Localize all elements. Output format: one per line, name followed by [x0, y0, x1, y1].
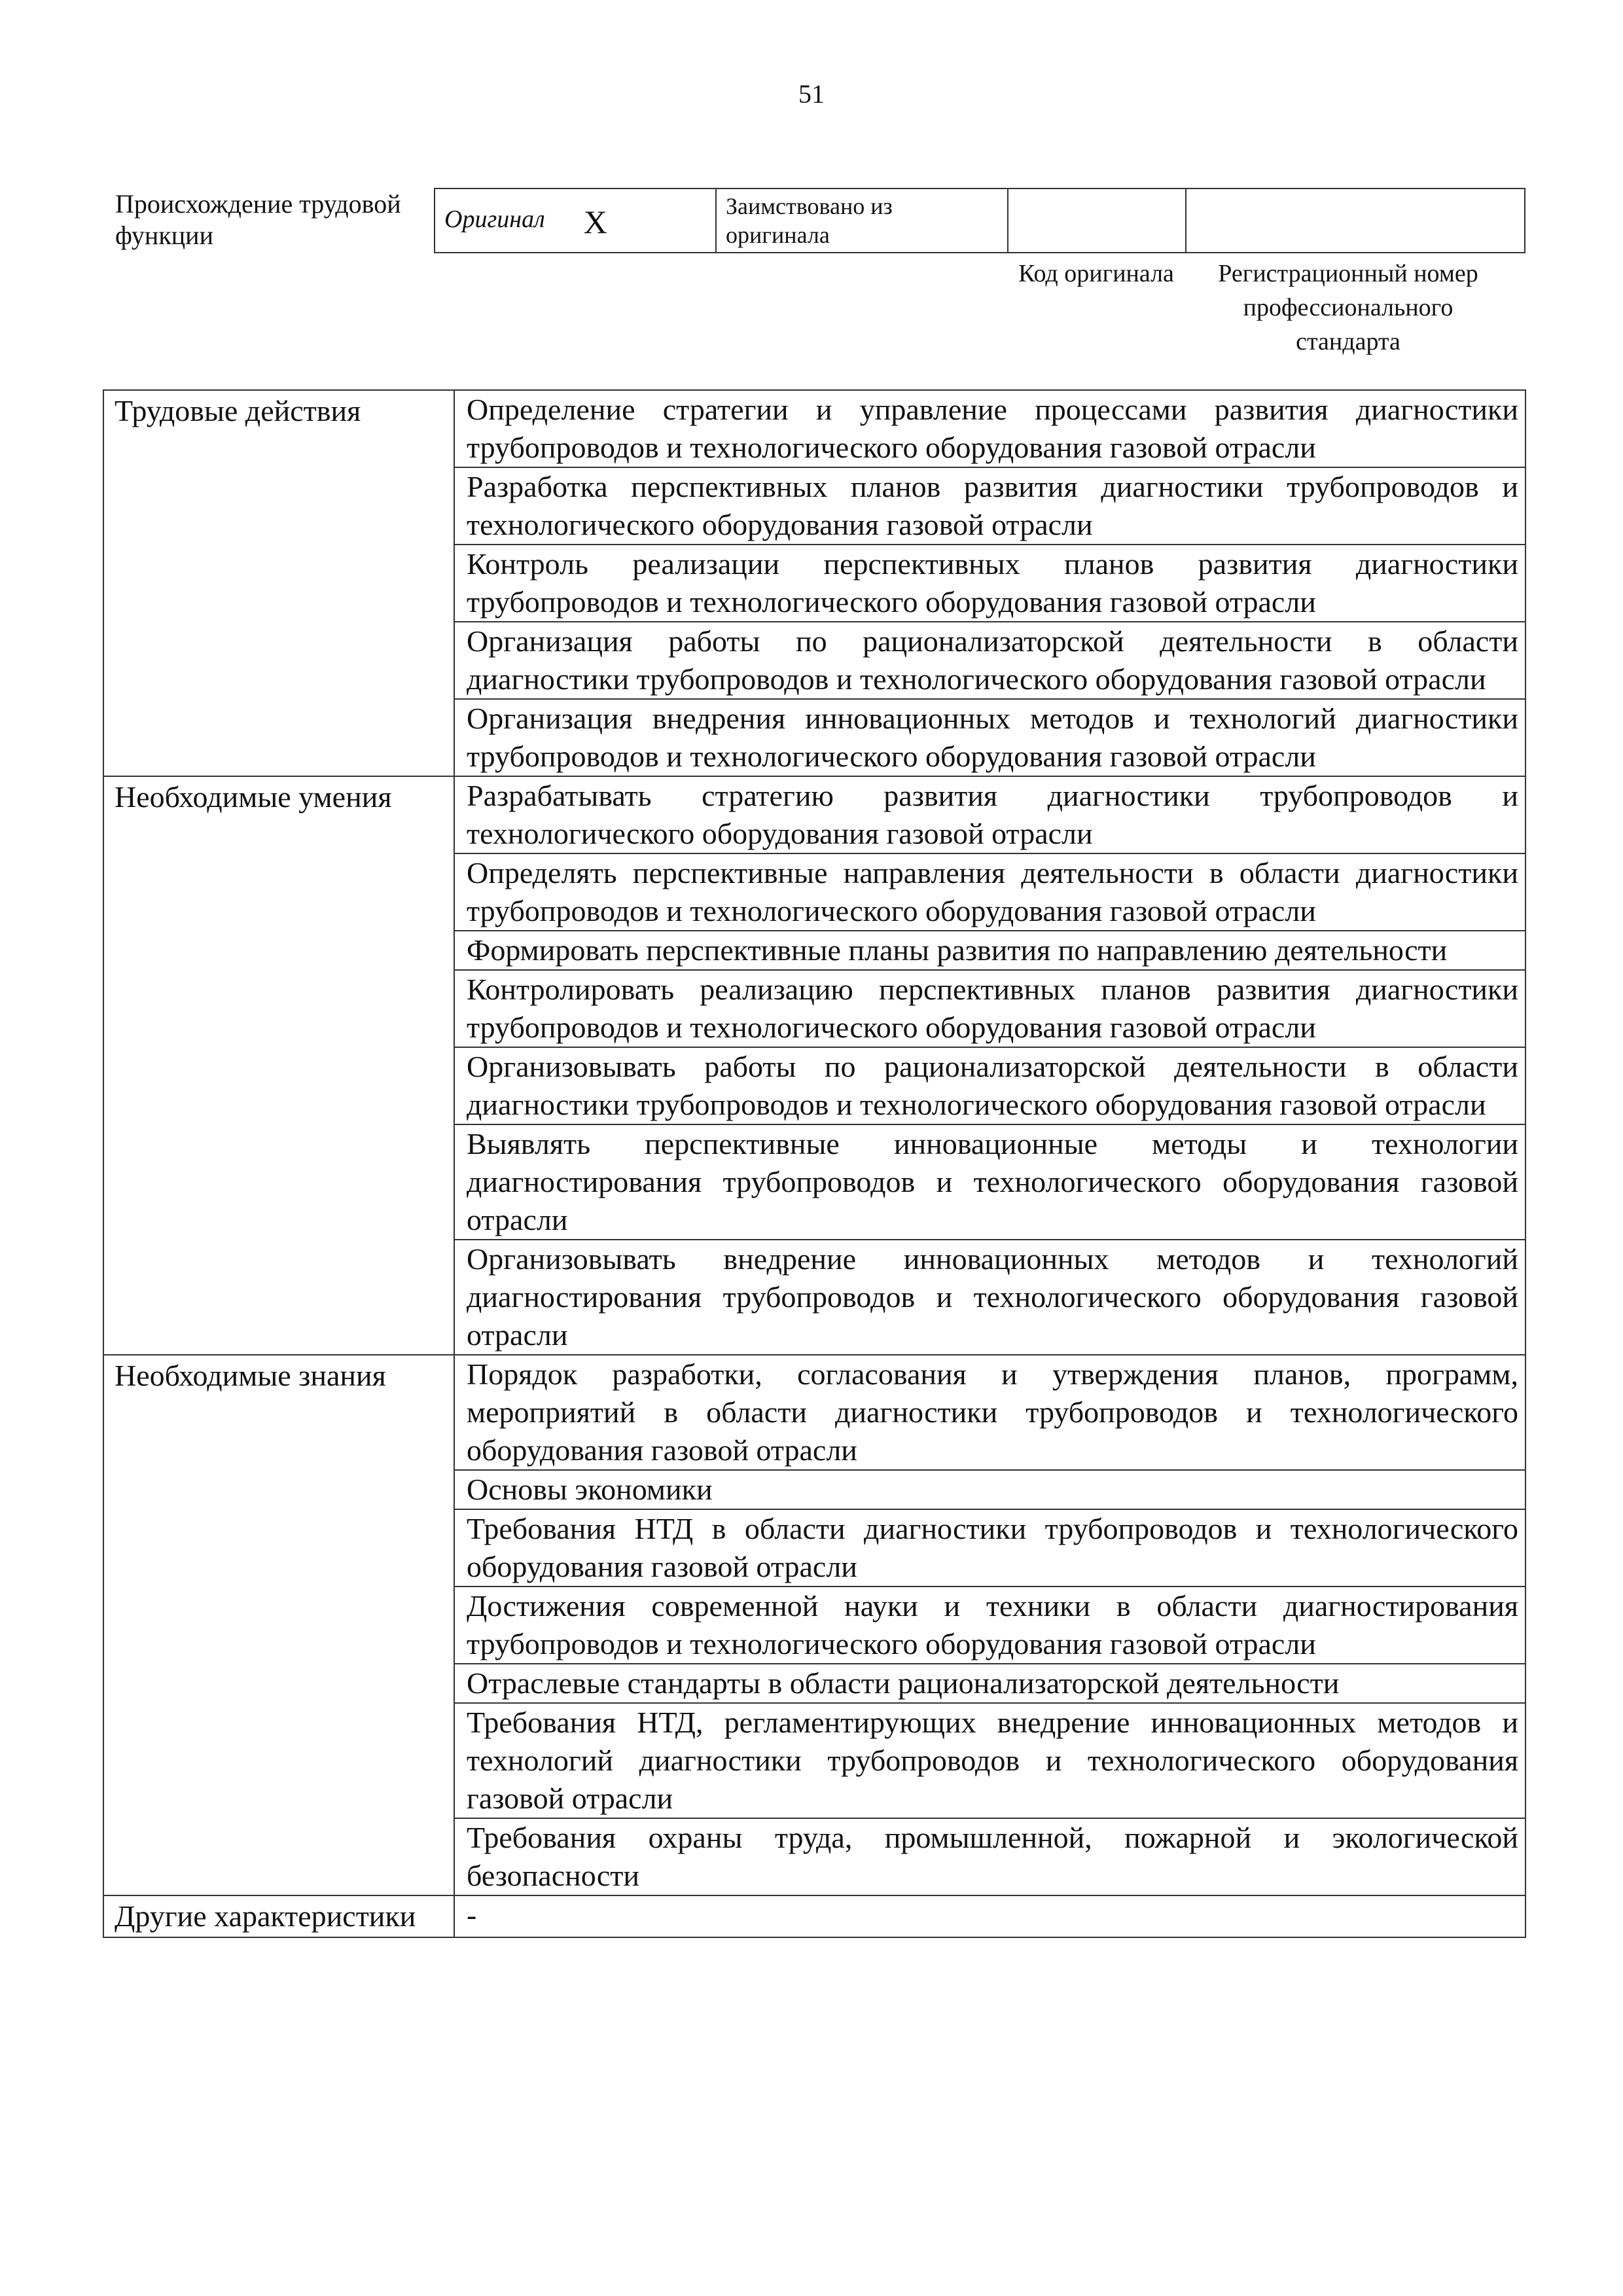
section-item: Организация работы по рационализаторской деятельности в области диагностики трубопроводов и технологического оборудования газовой отрасли [454, 622, 1525, 699]
section-item: Определение стратегии и управление процессами развития диагностики трубопроводов и технологического оборудования газовой отрасли [454, 390, 1525, 467]
origin-table [434, 188, 1525, 253]
borrowed-cell: Заимствовано из оригинала [716, 188, 1008, 253]
section-item: Порядок разработки, согласования и утверждения планов, программ, мероприятий в области диагностики трубопроводов и технологического оборудования газовой отрасли [454, 1355, 1525, 1470]
table-row [103, 1355, 1525, 1470]
section-item: Контроль реализации перспективных планов развития диагностики трубопроводов и технологического оборудования газовой отрасли [454, 545, 1525, 622]
section-category: Трудовые действия [103, 390, 454, 776]
section-category: Другие характеристики [103, 1895, 454, 1937]
original-label: Оригинал [444, 206, 545, 234]
section-item: Достижения современной науки и техники в области диагностирования трубопроводов и технологического оборудования газовой отрасли [454, 1587, 1525, 1664]
section-item: Контролировать реализацию перспективных планов развития диагностики трубопроводов и технологического оборудования газовой отрасли [454, 970, 1525, 1047]
section-item: Организовывать работы по рационализаторской деятельности в области диагностики трубопроводов и технологического оборудования газовой отрасли [454, 1047, 1525, 1124]
table-row [103, 390, 1525, 467]
section-item: Формировать перспективные планы развития по направлению деятельности [454, 931, 1525, 970]
section-item: Разработка перспективных планов развития диагностики трубопроводов и технологического оборудования газовой отрасли [454, 467, 1525, 545]
section-category: Необходимые знания [103, 1355, 454, 1895]
section-item: - [454, 1895, 1525, 1937]
section-item: Основы экономики [454, 1470, 1525, 1509]
section-item: Отраслевые стандарты в области рационализаторской деятельности [454, 1664, 1525, 1703]
registration-number-caption: Регистрационный номер профессионального стандарта [1218, 260, 1478, 355]
section-item: Требования НТД, регламентирующих внедрение инновационных методов и технологий диагностики трубопроводов и технологического оборудования газовой отрасли [454, 1703, 1525, 1818]
table-row [103, 776, 1525, 853]
origin-label: Происхождение трудовой функции [115, 189, 401, 250]
section-item: Требования охраны труда, промышленной, пожарной и экологической безопасности [454, 1818, 1525, 1895]
table-row [103, 1895, 1525, 1937]
registration-number-cell [1186, 188, 1525, 253]
original-code-caption: Код оригинала [1018, 260, 1174, 287]
page-number: 51 [798, 79, 825, 109]
section-category: Необходимые умения [103, 776, 454, 1355]
section-item: Разрабатывать стратегию развития диагностики трубопроводов и технологического оборудования газовой отрасли [454, 776, 1525, 853]
section-item: Организовывать внедрение инновационных методов и технологий диагностирования трубопроводов и технологического оборудования газовой отрасли [454, 1240, 1525, 1355]
section-item: Требования НТД в области диагностики трубопроводов и технологического оборудования газовой отрасли [454, 1509, 1525, 1587]
original-code-cell [1008, 188, 1186, 253]
section-item: Выявлять перспективные инновационные методы и технологии диагностирования трубопроводов и технологического оборудования газовой отрасли [454, 1124, 1525, 1240]
section-item: Организация внедрения инновационных методов и технологий диагностики трубопроводов и технологического оборудования газовой отрасли [454, 699, 1525, 776]
function-details-table [103, 389, 1526, 1938]
original-mark: X [583, 203, 607, 240]
section-item: Определять перспективные направления деятельности в области диагностики трубопроводов и технологического оборудования газовой отрасли [454, 853, 1525, 931]
original-cell [435, 188, 716, 253]
